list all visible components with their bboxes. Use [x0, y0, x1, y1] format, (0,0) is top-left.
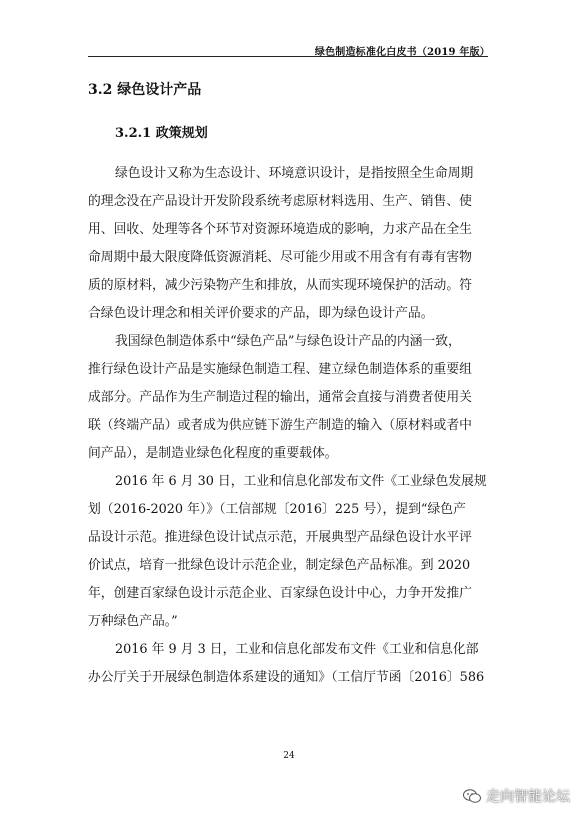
body-line: 成部分。产品作为生产制造过程的输出，通常会直接与消费者使用关 [88, 390, 472, 405]
body-line: 办公厅关于开展绿色制造体系建设的通知》（工信厅节函〔2016〕586 [88, 670, 485, 685]
body-line: 推行绿色设计产品是实施绿色制造工程、建立绿色制造体系的重要组 [88, 362, 472, 377]
body-line: 划（2016-2020 年）》（工信部规〔2016〕225 号），提到“绿色产 [88, 502, 466, 517]
header-divider [88, 56, 488, 57]
body-line: 绿色设计又称为生态设计、环境意识设计，是指按照全生命周期 [115, 166, 474, 181]
body-line: 万种绿色产品。” [88, 614, 178, 629]
body-line: 用、回收、处理等各个环节对资源环境造成的影响，力求产品在全生 [88, 222, 472, 237]
subsection-heading: 3.2.1 政策规划 [115, 126, 208, 141]
body-line: 2016 年 9 月 3 日，工业和信息化部发布文件《工业和信息化部 [115, 642, 479, 657]
watermark-text: 走向智能论坛 [486, 789, 570, 805]
body-line: 间产品），是制造业绿色化程度的重要载体。 [88, 446, 338, 461]
body-line: 价试点，培育一批绿色设计示范企业，制定绿色产品标准。到 2020 [88, 558, 471, 573]
wechat-icon [462, 788, 482, 804]
body-line: 2016 年 6 月 30 日，工业和信息化部发布文件《工业绿色发展规 [115, 474, 487, 489]
body-line: 命周期中最大限度降低资源消耗、尽可能少用或不用含有有毒有害物 [88, 250, 472, 265]
running-header: 绿色制造标准化白皮书（2019 年版） [314, 47, 490, 58]
body-line: 我国绿色制造体系中“绿色产品”与绿色设计产品的内涵一致， [115, 334, 461, 349]
watermark [462, 786, 570, 806]
body-line: 品设计示范。推进绿色设计试点示范，开展典型产品绿色设计水平评 [88, 530, 472, 545]
body-line: 年，创建百家绿色设计示范企业、百家绿色设计中心，力争开发推广 [88, 586, 472, 601]
body-line: 合绿色设计理念和相关评价要求的产品，即为绿色设计产品。 [88, 306, 434, 321]
body-line: 的理念没在产品设计开发阶段系统考虑原材料选用、生产、销售、使 [88, 194, 472, 209]
section-heading: 3.2 绿色设计产品 [88, 82, 202, 98]
body-line: 联（终端产品）或者成为供应链下游生产制造的输入（原材料或者中 [88, 418, 472, 433]
body-line: 质的原材料，减少污染物产生和排放，从而实现环境保护的活动。符 [88, 278, 472, 293]
body-text [88, 160, 490, 692]
page-number: 24 [283, 751, 295, 761]
